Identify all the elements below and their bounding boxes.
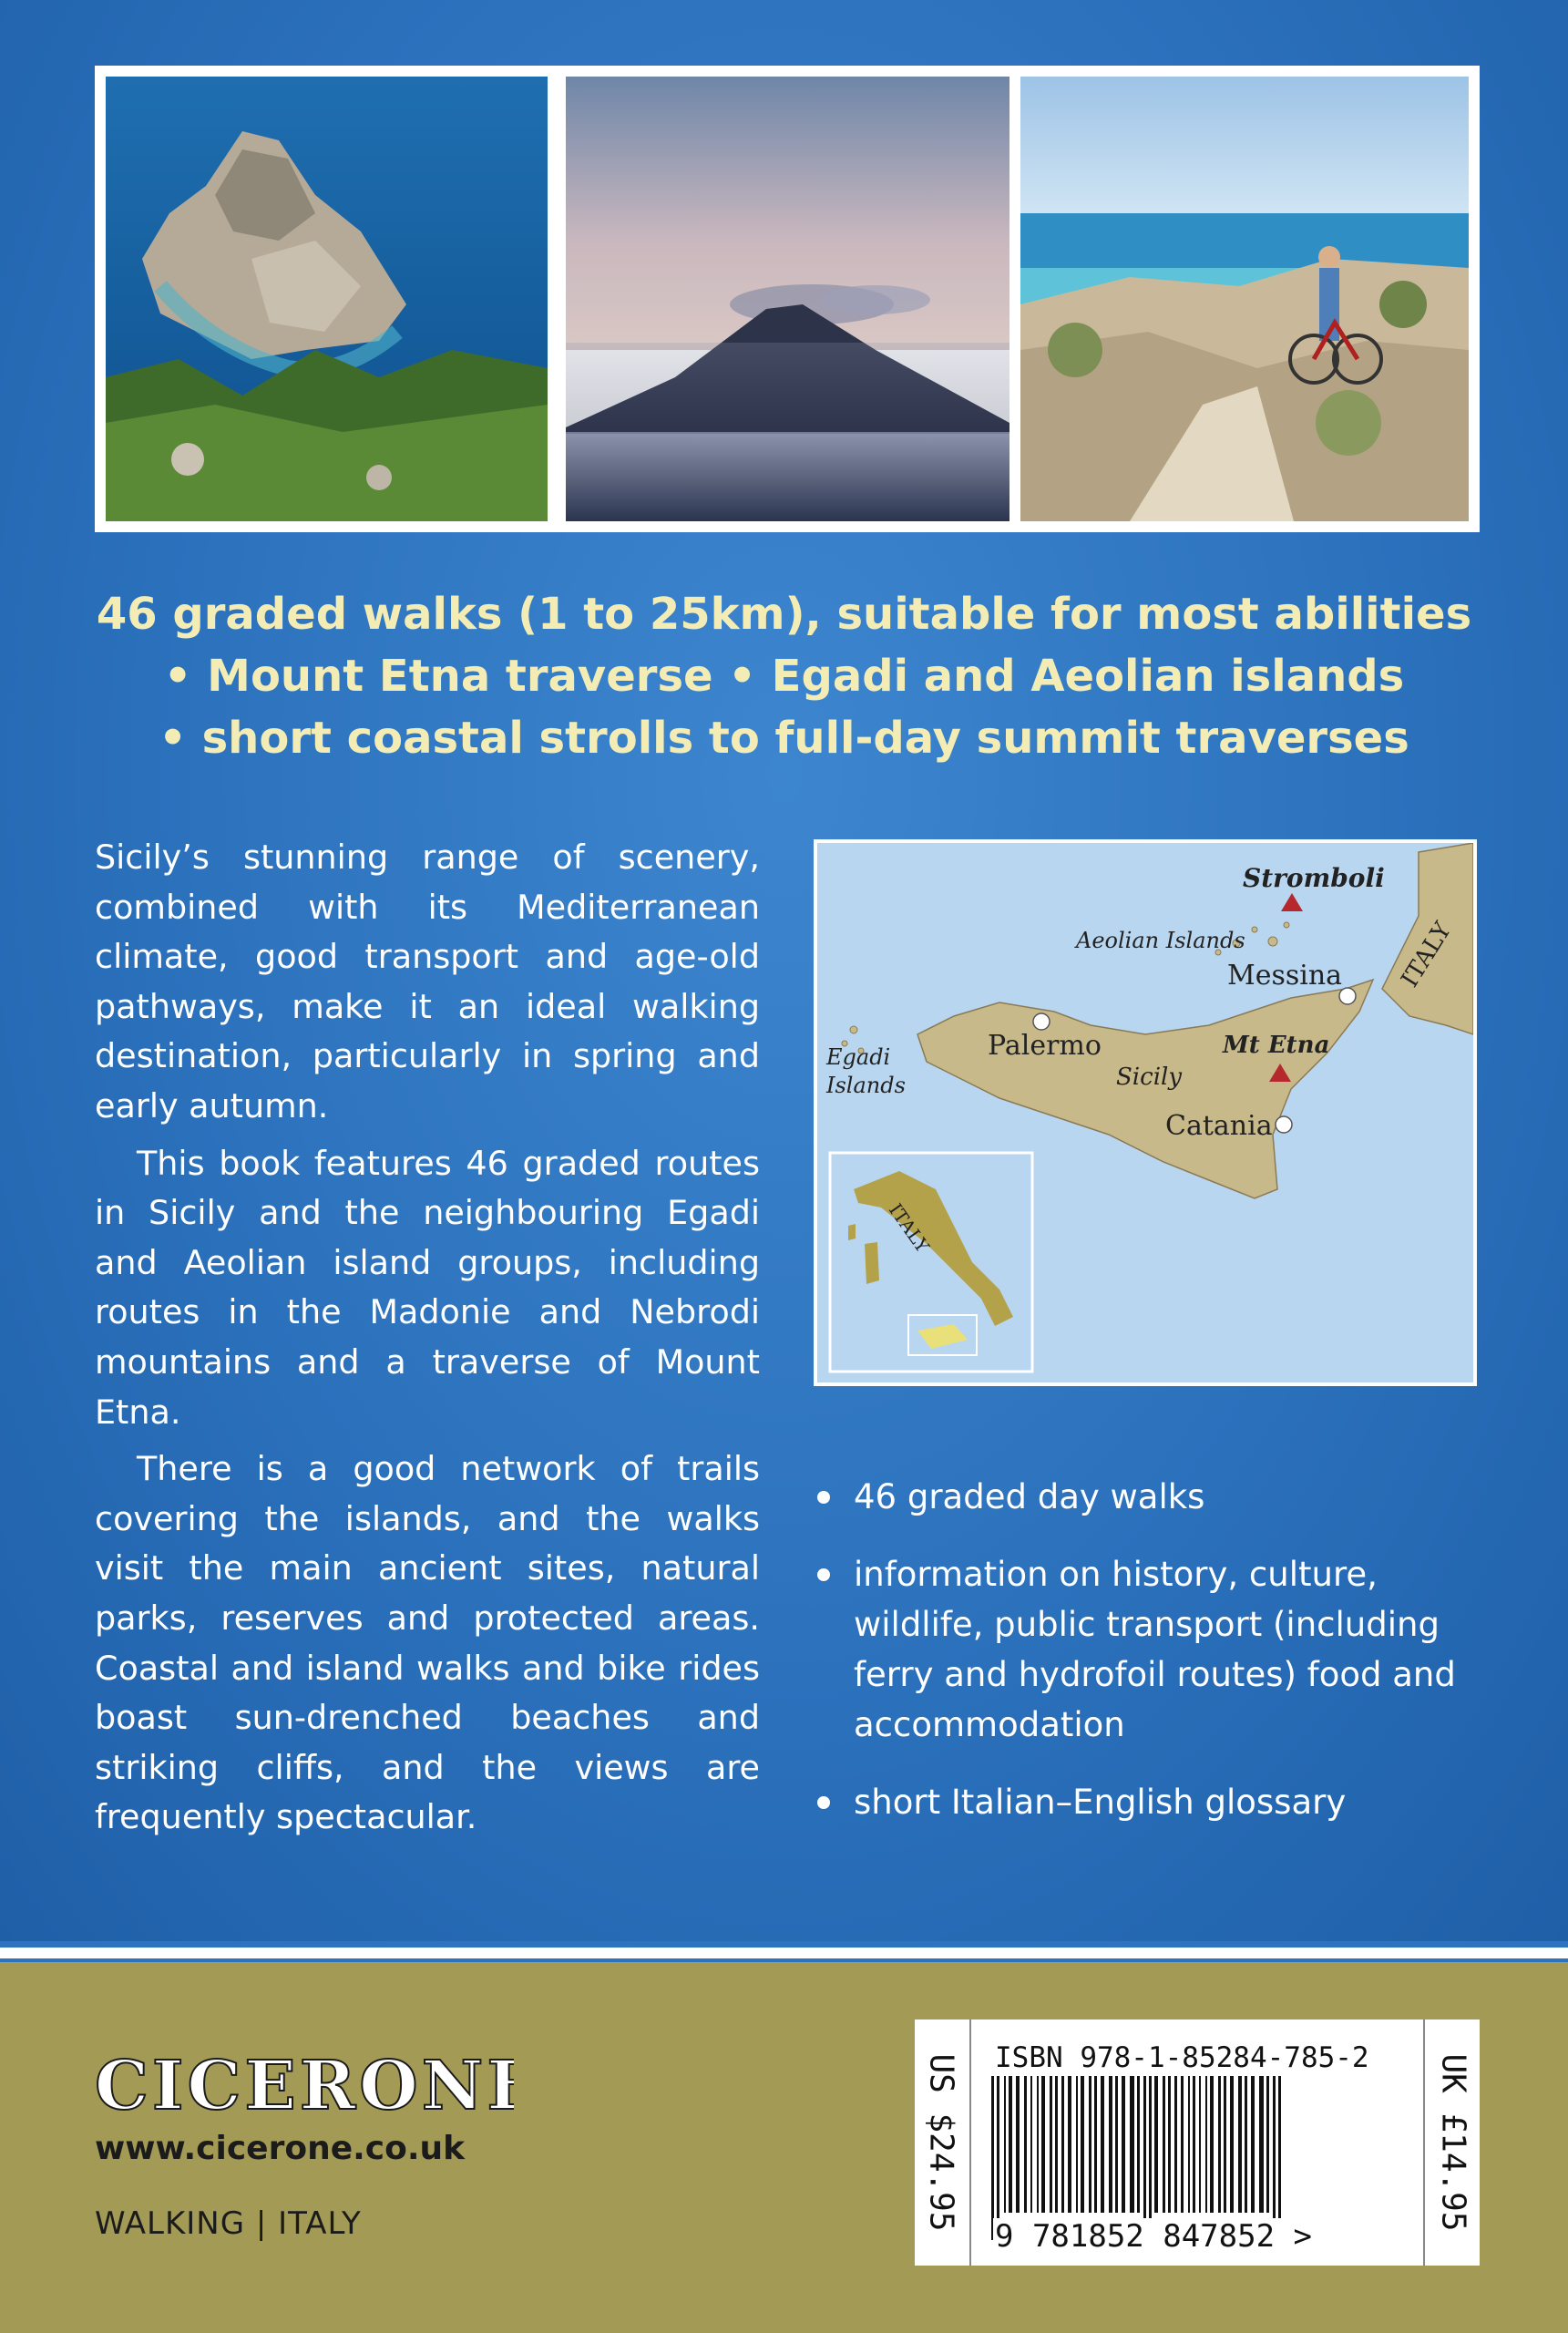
map-label-italy: ITALY — [1396, 917, 1458, 992]
sicily-map — [814, 839, 1477, 1386]
map-label-egadi: Egadi — [826, 1044, 891, 1070]
barcode-bar — [1109, 2076, 1112, 2213]
barcode-bar — [1041, 2076, 1045, 2213]
photo-coastal-path — [1020, 77, 1469, 521]
barcode-bar — [1101, 2076, 1104, 2213]
barcode-bar — [1055, 2076, 1058, 2213]
barcode-bar — [1205, 2076, 1207, 2213]
barcode-divider-right — [1423, 2020, 1425, 2266]
map-label-messina: Messina — [1227, 960, 1343, 992]
map-label-sicily: Sicily — [1116, 1064, 1183, 1091]
barcode-bar — [1154, 2076, 1158, 2213]
barcode-bar — [1004, 2076, 1006, 2213]
map-label-catania: Catania — [1165, 1110, 1273, 1142]
barcode-bar — [1218, 2076, 1221, 2213]
barcode-box — [915, 2020, 1480, 2266]
barcode-bar — [1224, 2076, 1226, 2213]
barcode-bar — [1137, 2076, 1140, 2213]
price-uk-strip — [1427, 2020, 1480, 2266]
barcode-bar — [1068, 2076, 1071, 2213]
barcode-bar — [1130, 2076, 1134, 2213]
book-category: WALKING | ITALY — [95, 2205, 362, 2242]
map-label-aeolian-islands: Aeolian Islands — [1076, 928, 1245, 953]
barcode-bar — [1149, 2076, 1152, 2240]
barcode-bar — [1193, 2076, 1195, 2213]
feature-list — [814, 1472, 1479, 1855]
barcode-bar — [1081, 2076, 1084, 2213]
barcode-bars — [988, 2076, 1407, 2240]
barcode-bar — [1050, 2076, 1052, 2213]
photo-strip — [95, 66, 1480, 532]
bullet-icon — [817, 1796, 830, 1809]
description-paragraph-2: This book features 46 graded routes in Sicily and the neighbouring Egadi and Aeolian island groups, including routes in the Madonie and Nebrodi mountains and a traverse of Mount Etna. — [95, 1143, 760, 1432]
publisher-website[interactable]: www.cicerone.co.uk — [95, 2130, 466, 2167]
barcode-bar — [1245, 2076, 1247, 2213]
barcode-number: 9 781852 847852 > — [995, 2218, 1312, 2255]
barcode-bar — [1143, 2076, 1146, 2240]
headline-line-3: • short coastal strolls to full-day summit traverses — [159, 713, 1409, 764]
barcode-bar — [1278, 2076, 1281, 2240]
barcode-bar — [1024, 2076, 1027, 2213]
barcode-bar — [1016, 2076, 1020, 2213]
barcode-bar — [1273, 2076, 1276, 2240]
barcode-bar — [1210, 2076, 1214, 2213]
barcode-bar — [997, 2076, 999, 2240]
barcode-bar — [1174, 2076, 1177, 2213]
list-item: 46 graded day walks — [814, 1472, 1479, 1522]
price-us: US $24.95 — [922, 2053, 960, 2232]
barcode-bar — [1009, 2076, 1012, 2213]
footer-divider — [0, 1948, 1568, 1958]
barcode-bar — [1168, 2076, 1171, 2213]
barcode-divider-left — [969, 2020, 971, 2266]
logo-text: CICERONE — [95, 2049, 514, 2122]
headline-line-2: • Mount Etna traverse • Egadi and Aeolian islands — [163, 651, 1405, 702]
barcode-bar — [1188, 2076, 1190, 2213]
publisher-logo — [95, 2049, 514, 2122]
barcode-bar — [1163, 2076, 1165, 2213]
map-label-palermo: Palermo — [988, 1030, 1102, 1062]
photo-stromboli-dusk — [566, 77, 1009, 521]
description-paragraph-3: There is a good network of trails covering the islands, and the walks visit the main ancient sites, natural parks, reserves and protected areas. Coastal and island walks and bike rides boast sun-drenched beaches and striking cliffs, and the views are frequently spectacular. — [95, 1449, 760, 1837]
headline — [0, 583, 1568, 769]
barcode-bar — [1230, 2076, 1234, 2213]
bullet-icon — [817, 1568, 830, 1581]
map-label-islands: Islands — [826, 1073, 906, 1098]
description — [95, 833, 760, 1850]
barcode-bar — [991, 2076, 994, 2240]
photo-island-promontory — [106, 77, 548, 521]
list-item: information on history, culture, wildlife, public transport (including ferry and hydrofoil routes) food and accommodation — [814, 1549, 1479, 1750]
barcode-bar — [1115, 2076, 1118, 2213]
barcode-bar — [1266, 2076, 1269, 2213]
barcode-bar — [1181, 2076, 1184, 2213]
list-item: short Italian–English glossary — [814, 1777, 1479, 1827]
barcode-bar — [1259, 2076, 1264, 2213]
barcode-bar — [1037, 2076, 1039, 2213]
price-us-strip — [915, 2020, 968, 2266]
barcode-bar — [1076, 2076, 1078, 2213]
price-uk: UK £14.95 — [1434, 2053, 1472, 2232]
bullet-icon — [817, 1491, 830, 1504]
barcode-bar — [1199, 2076, 1201, 2213]
barcode-bar — [1089, 2076, 1091, 2213]
map-label-mt-etna: Mt Etna — [1223, 1032, 1330, 1059]
description-paragraph-1: Sicily’s stunning range of scenery, combined with its Mediterranean climate, good transport and age-old pathways, make it an ideal walking destination, particularly in spring and early autumn. — [95, 838, 760, 1125]
barcode-bar — [1251, 2076, 1255, 2213]
headline-line-1: 46 graded walks (1 to 25km), suitable for most abilities — [96, 589, 1472, 640]
barcode-bar — [1122, 2076, 1125, 2213]
isbn-label: ISBN 978-1-85284-785-2 — [995, 2041, 1369, 2074]
map-label-stromboli: Stromboli — [1243, 863, 1385, 893]
barcode-bar — [1061, 2076, 1064, 2213]
barcode-bar — [1238, 2076, 1242, 2213]
barcode-bar — [1094, 2076, 1097, 2213]
barcode-bar — [1030, 2076, 1032, 2213]
inset-label-italy: ITALY — [884, 1199, 934, 1257]
